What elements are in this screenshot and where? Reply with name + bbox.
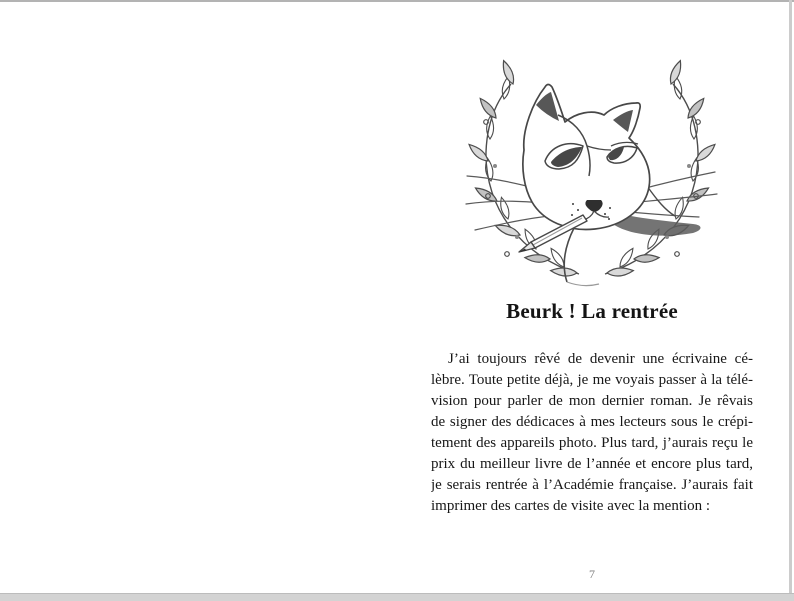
- window-bottom-bar: [0, 593, 794, 601]
- cat-laurel-illustration: [461, 58, 723, 290]
- cat-laurel-svg: [461, 58, 723, 290]
- paragraph-line: imprimer des cartes de visite avec la mention :: [431, 498, 711, 514]
- paragraph-line: prix du meilleur livre de l’année et encore plus tard,: [431, 456, 753, 472]
- chapter-title: Beurk ! La rentrée: [506, 299, 678, 323]
- window-right-edge: [789, 0, 792, 601]
- book-spread: [0, 2, 789, 593]
- page-number: 7: [589, 567, 595, 581]
- paragraph-line: je serais rentrée à l’Académie française. J’aurais fait: [431, 477, 753, 493]
- cat-head: [523, 85, 650, 230]
- paragraph-line: de signer des dédicaces à mes lecteurs sous le crépi-: [431, 414, 753, 430]
- paragraph-line: lèbre. Toute petite déjà, je me voyais passer à la télé-: [431, 372, 753, 388]
- paragraph-line: tement des appareils photo. Plus tard, j’aurais reçu le: [431, 435, 753, 451]
- page-left-blank: [0, 2, 397, 593]
- page-right: [397, 2, 787, 593]
- paragraph-line: vision pour parler de mon dernier roman. Je rêvais: [431, 393, 753, 409]
- paragraph-line: J’ai toujours rêvé de devenir une écrivaine cé-: [448, 351, 753, 367]
- body-paragraph: [431, 349, 753, 517]
